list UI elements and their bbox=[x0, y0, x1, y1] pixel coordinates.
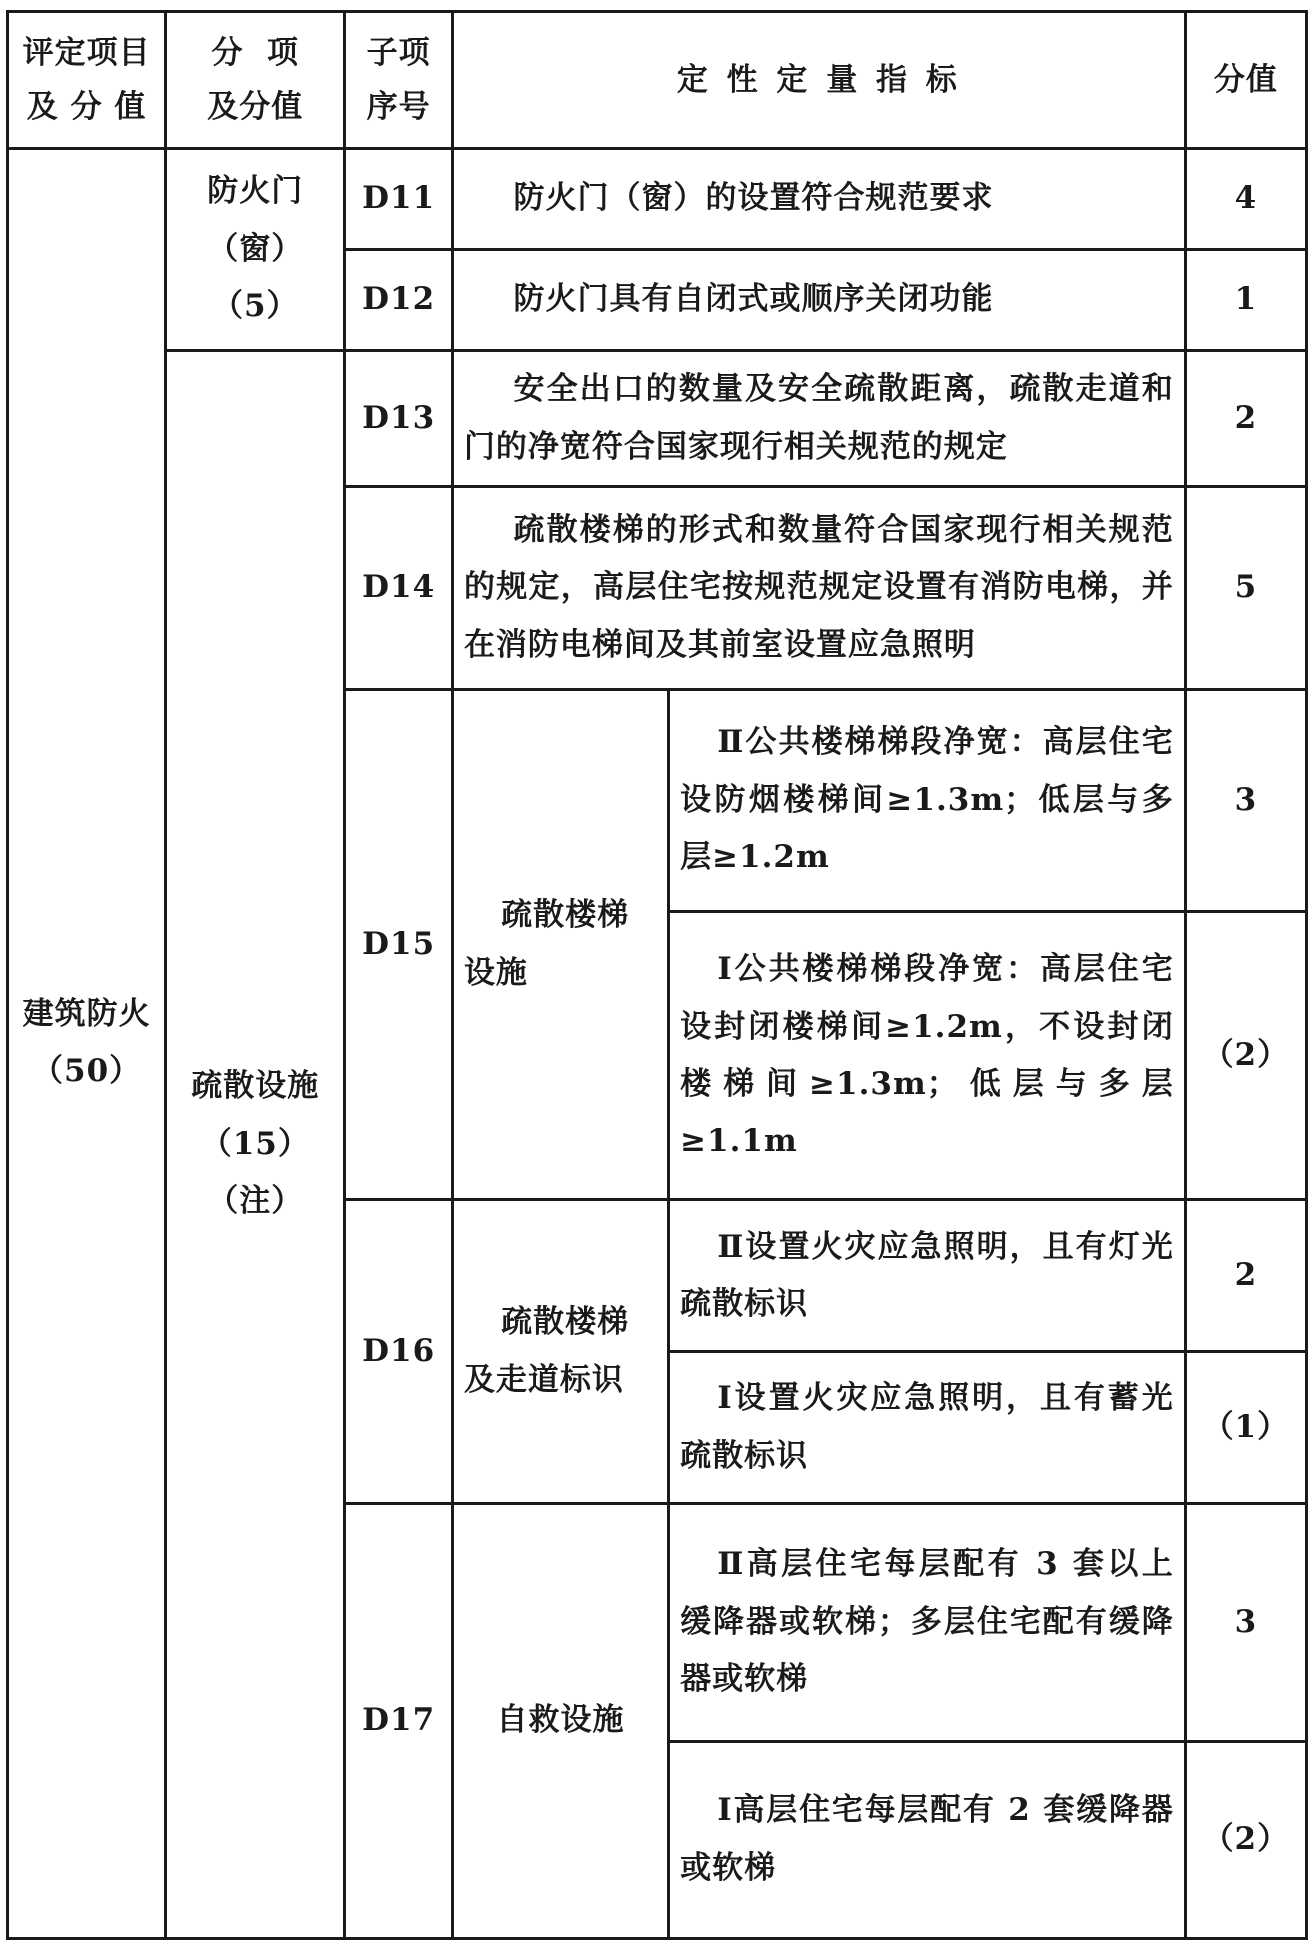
category-score: （50） bbox=[32, 1053, 142, 1090]
item-score-d15-level2: 3 bbox=[1185, 689, 1306, 912]
item-score-d11: 4 bbox=[1185, 148, 1306, 249]
header-item-number bbox=[345, 12, 453, 149]
item-text-d17-level1: Ⅰ高层住宅每层配有 2 套缓降器或软梯 bbox=[669, 1741, 1186, 1938]
header-criteria: 定 性 定 量 指 标 bbox=[452, 12, 1185, 149]
header-subcategory-line1: 分 项 bbox=[211, 34, 300, 71]
item-score-d12: 1 bbox=[1185, 249, 1306, 350]
subcategory-evac-line2: （15） bbox=[200, 1125, 310, 1162]
item-label-d15-line1: 疏散楼梯 bbox=[501, 897, 630, 934]
header-category-line1: 评定项目 bbox=[22, 34, 151, 71]
item-label-d15 bbox=[452, 689, 668, 1200]
item-text-d11: 防火门（窗）的设置符合规范要求 bbox=[452, 148, 1185, 249]
header-subcategory-line2: 及分值 bbox=[207, 88, 304, 125]
item-score-d14: 5 bbox=[1185, 487, 1306, 689]
item-score-d16-level1: （1） bbox=[1185, 1352, 1306, 1504]
item-text-d16-level1: Ⅰ设置火灾应急照明，且有蓄光疏散标识 bbox=[669, 1352, 1186, 1504]
header-item-number-line2: 序号 bbox=[366, 88, 431, 125]
header-category bbox=[8, 12, 166, 149]
subcategory-evac-cell bbox=[166, 350, 345, 1938]
item-code-d17: D17 bbox=[345, 1503, 453, 1938]
evaluation-table bbox=[6, 10, 1308, 1940]
header-item-number-line1: 子项 bbox=[366, 34, 431, 71]
item-label-d16 bbox=[452, 1200, 668, 1503]
subcategory-door-line1: 防火门 bbox=[207, 173, 304, 210]
item-code-d16: D16 bbox=[345, 1200, 453, 1503]
item-score-d15-level1: （2） bbox=[1185, 912, 1306, 1200]
item-label-d17: 自救设施 bbox=[452, 1503, 668, 1938]
item-score-d17-level1: （2） bbox=[1185, 1741, 1306, 1938]
subcategory-door-cell bbox=[166, 148, 345, 350]
category-name: 建筑防火 bbox=[22, 995, 151, 1032]
subcategory-evac-line3: （注） bbox=[207, 1183, 304, 1220]
subcategory-evac-line1: 疏散设施 bbox=[191, 1068, 320, 1105]
item-text-d12: 防火门具有自闭式或顺序关闭功能 bbox=[452, 249, 1185, 350]
table-row-d11 bbox=[8, 148, 1307, 249]
item-code-d11: D11 bbox=[345, 148, 453, 249]
header-row bbox=[8, 12, 1307, 149]
item-text-d17-level2: Ⅱ高层住宅每层配有 3 套以上缓降器或软梯；多层住宅配有缓降器或软梯 bbox=[669, 1503, 1186, 1741]
item-text-d16-level2: Ⅱ设置火灾应急照明，且有灯光疏散标识 bbox=[669, 1200, 1186, 1352]
evaluation-table-page bbox=[6, 10, 1308, 1940]
table-row-d13 bbox=[8, 350, 1307, 487]
item-code-d13: D13 bbox=[345, 350, 453, 487]
item-score-d16-level2: 2 bbox=[1185, 1200, 1306, 1352]
item-score-d17-level2: 3 bbox=[1185, 1503, 1306, 1741]
subcategory-door-line2: （窗） bbox=[207, 230, 304, 267]
item-score-d13: 2 bbox=[1185, 350, 1306, 487]
item-text-d13: 安全出口的数量及安全疏散距离，疏散走道和门的净宽符合国家现行相关规范的规定 bbox=[452, 350, 1185, 487]
item-code-d14: D14 bbox=[345, 487, 453, 689]
item-label-d16-line2: 及走道标识 bbox=[463, 1361, 624, 1398]
category-cell bbox=[8, 148, 166, 1938]
header-category-line2: 及 分 值 bbox=[26, 88, 147, 125]
item-label-d16-line1: 疏散楼梯 bbox=[501, 1304, 630, 1341]
item-code-d15: D15 bbox=[345, 689, 453, 1200]
item-text-d15-level2: Ⅱ公共楼梯梯段净宽：高层住宅设防烟楼梯间≥1.3m；低层与多层≥1.2m bbox=[669, 689, 1186, 912]
item-label-d15-line2: 设施 bbox=[463, 954, 528, 991]
item-text-d15-level1: Ⅰ公共楼梯梯段净宽：高层住宅设封闭楼梯间≥1.2m，不设封闭楼梯间≥1.3m；低层与多层≥1.1m bbox=[669, 912, 1186, 1200]
item-code-d12: D12 bbox=[345, 249, 453, 350]
subcategory-door-line3: （5） bbox=[211, 287, 299, 324]
header-score: 分值 bbox=[1185, 12, 1306, 149]
header-subcategory bbox=[166, 12, 345, 149]
item-text-d14: 疏散楼梯的形式和数量符合国家现行相关规范的规定，高层住宅按规范规定设置有消防电梯，并在消防电梯间及其前室设置应急照明 bbox=[452, 487, 1185, 689]
